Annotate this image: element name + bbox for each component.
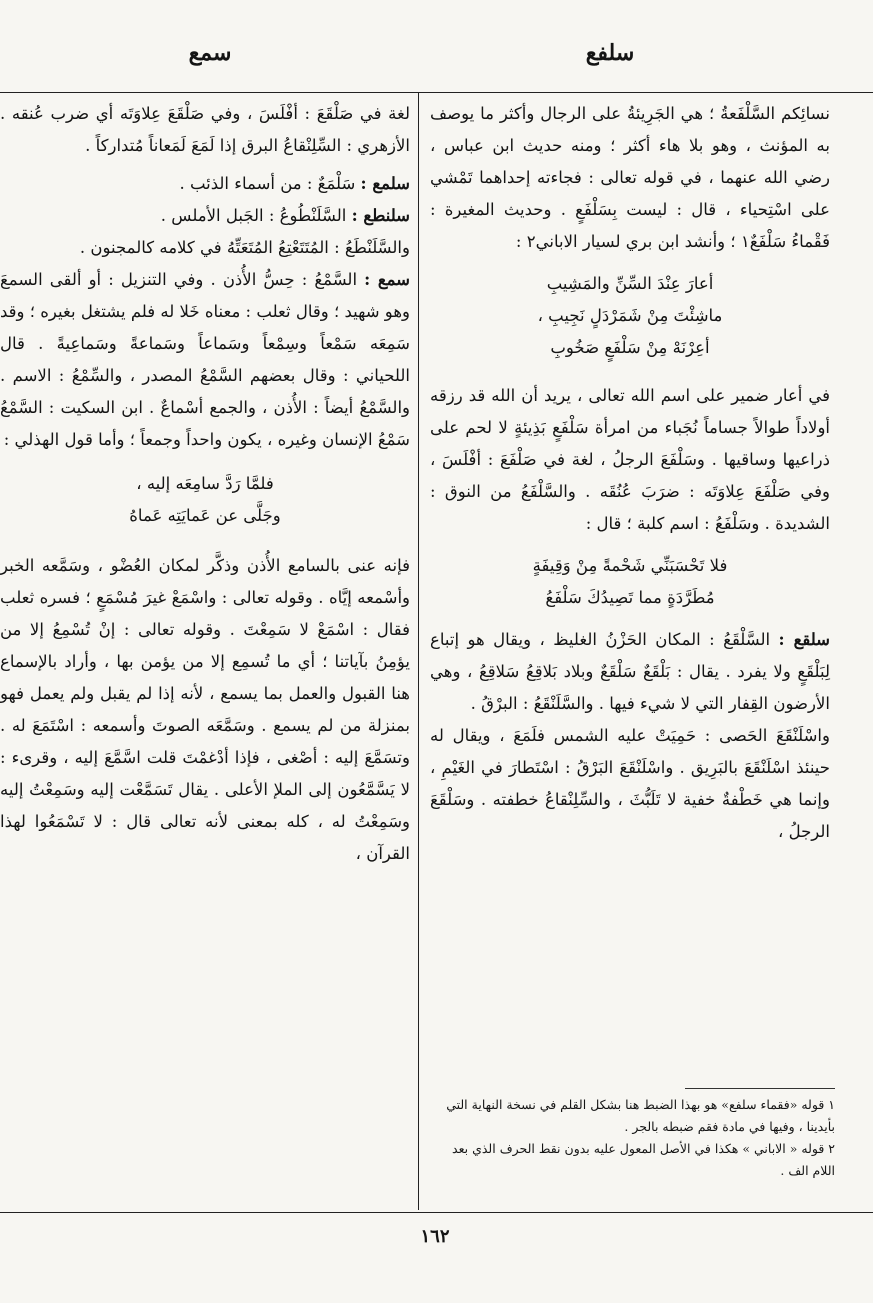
paragraph: فإنه عنى بالسامع الأُذن وذكَّر لمكان العُضْو ، وسَمَّعه الخبر وأسْمعه إيَّاه . وقوله تعالى : واسْمَعْ غيرَ مُسْمَعٍ ؛ فسره ثعلب فقال : اسْمَعْ لا سَمِعْتَ . وقوله تعالى : إنْ تُسْمِعُ إلا من يؤمِنُ بآياتنا ؛ أي ما تُسمِع إلا من يؤمن بها ، وأراد بالإسماع هنا القبول والعمل بما يسمع ، لأنه إذا لم يقبل ولم يعمل فهو بمنزلة من لم يسمع . وسَمَّعَه الصوتَ وأسمعه : اسْتَمَعَ له . وتسَمَّعَ إليه : أصْغى ، فإذا أدْغمْتَ قلت اسَّمَّعَ إليه ، وقرىء : لا يَسَّمَّعُون إلى الملإ الأعلى . يقال تَسَمَّعْت إليه وسَمِعْتُ إليه وسَمِعْتُ له ، كله بمعنى لأنه تعالى قال : لا تَسْمَعُوا لهذا القرآن ،	[0, 556, 410, 863]
verse-block	[430, 550, 830, 614]
paragraph: نسائِكم السَّلْفَعةُ ؛ هي الجَرِيئةُ على الرجال وأكثر ما يوصف به المؤنث ، وهو بلا هاء أكثر ؛ ومنه حديث ابن عباس ، رضي الله عنهما ، في قوله تعالى : فجاءته إحداهما تَمْشي على اسْتِحياء ، قال : ليست بِسَلْفَعٍ . وحديث المغيرة : فَقْماءُ سَلْفَعٌ١ ؛ وأنشد ابن بري لسيار الاباني٢ :	[430, 104, 830, 251]
verse-line: فلا تَحْسَبَنِّي شَحْمةً مِنْ وَقِيفَةٍ	[532, 556, 728, 575]
paragraph: والسَّلَنْطَعُ : المُتَتَعْتِعُ المُتَعَتِّهُ في كلامه كالمجنون .	[79, 238, 410, 257]
entry-headword: سلمع :	[360, 174, 410, 193]
paragraph: واسْلَنْقَعَ الحَصى : حَمِيَتْ عليه الشمس فلَمَعَ ، ويقال له حينئذ اسْلَنْقَعَ بالبَرِيق . واسْلَنْقَعَ البَرْقُ : اسْتَطارَ في الغَيْمِ ، وإنما هي خَطْفةٌ خفية لا تَلَبُّثَ ، والسِّلِنْقاعُ خطفته . وسَلْقَعَ الرجلُ ،	[430, 726, 830, 841]
column-divider	[418, 92, 419, 1210]
verse-line: أعارَ عِنْدَ السِّنِّ والمَشِيبِ	[546, 274, 714, 293]
entry-body: السَّمْعُ : حِسُّ الأُذن . وفي التنزيل : أو ألقى السمعَ وهو شهيد ؛ وقال ثعلب : معناه خَلا له فلم يشتغل بغيره ؛ وقد سَمِعَه سَمْعاً وسِمْعاً وسَماعاً وسَماعةً وسَماعِيةً . قال اللحياني : وقال بعضهم السَّمْعُ المصدر ، والسِّمْعُ : الاسم . والسَّمْعُ أيضاً : الأُذن ، والجمع أسْماعٌ . ابن السكيت : السَّمْعُ سَمْعُ الإنسان وغيره ، يكون واحداً وجمعاً ؛ وأما قول الهذلي :	[0, 270, 410, 449]
entry-salta	[0, 200, 410, 232]
entry-salqa	[430, 624, 830, 720]
paragraph: لغة في صَلْقَعَ : أفْلَسَ ، وفي صَلْقَعَ عِلاوَتَه أي ضرب عُنقه . الأزهري : السِّلِنْقاعُ البرق إذا لَمَعَ لَمَعاناً مُتداركاً .	[0, 104, 410, 155]
left-column	[0, 98, 410, 870]
footer-rule	[0, 1212, 873, 1213]
entry-headword: سلنطع :	[351, 206, 410, 225]
entry-body: السَّلْقَعُ : المكان الحَزْنُ الغليظ ، ويقال هو إتباع لِبَلْقَعٍ ولا يفرد . يقال : بَلْقَعٌ سَلْقَعٌ وبلاد بَلاقِعُ سَلاقِعُ ، وهي الأرضون القِفار التي لا شيء فيها . والسَّلَنْقَعُ : البرْقُ .	[430, 630, 830, 713]
footnote: ٢ قوله « الاباني » هكذا في الأصل المعول عليه بدون نقط الحرف الذي بعد اللام الف .	[452, 1141, 835, 1178]
entry-headword: سلقع :	[778, 630, 830, 649]
page-number: ١٦٢	[420, 1226, 450, 1247]
footnotes	[430, 1094, 835, 1182]
entry-headword: سمع :	[364, 270, 410, 289]
verse-line: وجَلَّى عن عَمايَتِه عَماهُ	[129, 506, 281, 525]
running-head-right: سلفع	[585, 40, 635, 66]
verse-line: فلمَّا رَدَّ سامِعَه إليه ،	[136, 474, 274, 493]
verse-block	[430, 268, 830, 364]
footnote: ١ قوله «فقماء سلفع» هو بهذا الضبط هنا بشكل القلم في نسخة النهاية التي بأيدينا ، وفيها في مادة فقم ضبطه بالجر .	[446, 1097, 835, 1134]
right-column	[430, 98, 830, 848]
entry-body: سَلْمَعٌ : من أسماء الذئب .	[179, 174, 356, 193]
entry-salma	[0, 168, 410, 200]
verse-line: مُطَرَّدَةٍ مما تَصِيدُكَ سَلْفَعُ	[545, 588, 715, 607]
entry-body: السَّلَنْطُوعُ : الجَبل الأملس .	[160, 206, 347, 225]
verse-line: أعِرْنَهْ مِنْ سَلْفَعٍ صَخُوبِ	[550, 338, 710, 357]
running-head-left: سمع	[188, 40, 232, 66]
header-rule	[0, 92, 873, 93]
paragraph: في أعار ضمير على اسم الله تعالى ، يريد أن الله قد رزقه أولاداً طوالاً جساماً نُجَباء من امرأة سَلْفَعٍ بَذِيئةٍ لا لحم على ذراعيها وساقيها . وسَلْفَعَ الرجلُ ، لغة في صَلْفَعَ : أفْلَسَ ، وفي صَلْفَعَ عِلاوَتَه : ضرَبَ عُنُقَه . والسَّلْفَعُ من النوق : الشديدة . وسَلْفَعُ : اسم كلبة ؛ قال :	[430, 386, 830, 533]
entry-sama	[0, 264, 410, 456]
footnote-separator	[685, 1088, 835, 1089]
verse-block	[0, 468, 410, 532]
verse-line: ماشِئْتَ مِنْ شَمَرْدَلٍ نَجِيبِ ،	[537, 306, 723, 325]
